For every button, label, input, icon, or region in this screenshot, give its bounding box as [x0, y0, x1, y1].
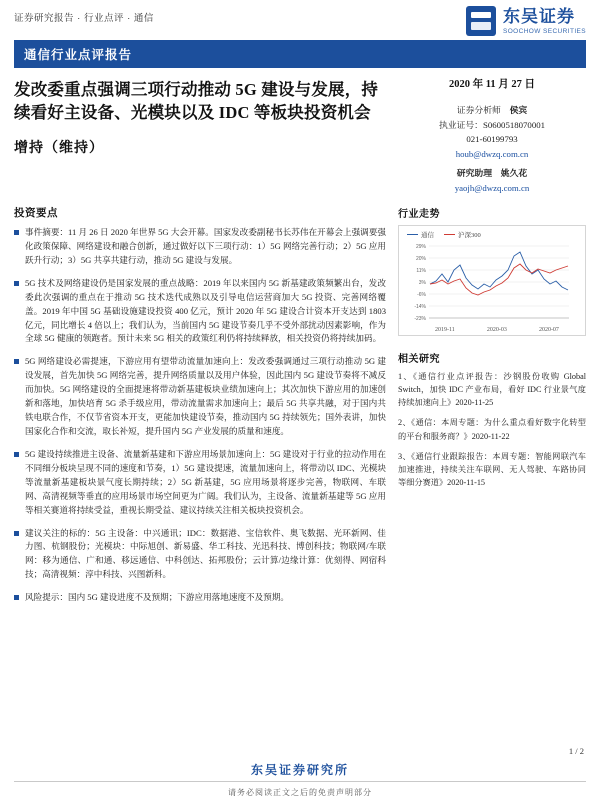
- svg-text:11%: 11%: [416, 268, 426, 274]
- report-category-band: 通信行业点评报告: [14, 40, 586, 68]
- trend-chart-svg: [403, 240, 573, 326]
- title-section: [0, 68, 600, 195]
- analyst-email[interactable]: houb@dwzq.com.cn: [455, 148, 529, 159]
- cert-number: S0600518070001: [482, 119, 546, 130]
- legend-swatch-icon: [407, 234, 418, 235]
- list-item: 建议关注的标的：5G 主设备：中兴通讯；IDC：数据港、宝信软件、奥飞数据、光环新网、佳力图、杭钢股份；光模块：中际旭创、新易盛、华工科技、光迅科技、博创科技；物联网/车联网：移为通信、广和通、移远通信、中科创达、拓邦股份；云计算/边缘计算：优刻得、网宿科技；高清视频：淳中科技、兴图新科。: [14, 527, 386, 583]
- list-item: 5G 网络建设必需提速，下游应用有望带动流量加速向上：发改委强调通过三项行动推动 5G 建设发展，首先加快 5G 网络完善，提升网络质量以及用户体验，因此国内 5G 建设节奏将不减反而加快。5G 网络建设的全面提速将带动新基建板块业绩加速向上；其次加快下游应用的加速创新和落地，加快培育 5G 杀手级应用，带动流量需求加速向上；最后 5G 共享共融，对于国内共铁电联合作，不仅节省资本开支，更能加快建设节奏，推动国内 5G 持续领先；国外表讲，加快国家化合作和交流，取长补短，提升国内 5G 产业发展的质量和速度。: [14, 355, 386, 439]
- analyst-info: [398, 103, 586, 195]
- breadcrumb: 证券研究报告 · 行业点评 · 通信: [14, 13, 154, 24]
- svg-text:20%: 20%: [415, 256, 426, 262]
- sidebar-title-trend: 行业走势: [398, 209, 440, 220]
- page-title: 发改委重点强调三项行动推动 5G 建设与发展，持续看好主设备、光模块以及 IDC 等板块投资机会: [14, 80, 379, 123]
- list-item[interactable]: 3、《通信行业跟踪报告：本周专题：智能网联汽车加速推进，持续关注车联网、无人驾驶、车路协同等细分赛道》2020-11-15: [398, 451, 586, 487]
- rating-badge: 增持（维持）: [14, 140, 104, 156]
- x-tick: 2020-07: [538, 327, 559, 333]
- sidebar: [398, 205, 586, 614]
- report-date: 2020 年 11 月 27 日: [448, 79, 536, 90]
- list-item: 5G 建设持续推进主设备、流量新基建和下游应用场景加速向上：5G 建设对于行业的拉动作用在不同细分板块呈现不同的速度和节奏，1）5G 建设提速，流量加速向上，将带动以 IDC、光模块等流量新基建板块景气度长期持续；2）5G 新基建，5G 应用场景将逐步完善，物联网、车联网、高清视频等垂直的应用场景市场空间更为广阔。我们认为，主设备、流量新基建等 5G 应用等相关赛道将持续受益，重视长期受益、建议持续关注相关板块投资机会。: [14, 448, 386, 518]
- industry-trend-chart: [398, 225, 586, 336]
- legend-label: 沪深300: [458, 232, 481, 239]
- company-logo: [466, 6, 586, 36]
- content-columns: [0, 195, 600, 614]
- main-column: [14, 205, 386, 614]
- analyst-name: 侯宾: [509, 105, 528, 115]
- svg-text:29%: 29%: [415, 244, 426, 250]
- logo-mark-icon: [466, 6, 496, 36]
- assistant-label: 研究助理: [456, 168, 492, 178]
- svg-text:-23%: -23%: [414, 316, 426, 322]
- list-item: 5G 技术及网络建设仍是国家发展的重点战略：2019 年以来国内 5G 新基建政策频繁出台，发改委此次强调的重点在于推动 5G 技术迭代成熟以及引导电信运营商加大 5G 投资、完善网络覆盖。2019 年中国 5G 基础设施建设投资 400 亿元，预计 2020 年 5G 建设合计资本开支达到 1803 亿元，同比增长 4 倍以上；我们认为，当前国内 5G 建设节奏几乎不受外部扰动因素影响，作为全球 5G 健康的领跑者。预计未来 5G 相关的政策红利仍将持续释放，相关投资仍将持续加码。: [14, 277, 386, 347]
- cert-label: 执业证号：: [438, 119, 483, 130]
- brand-name-en: SOOCHOW SECURITIES: [502, 27, 586, 35]
- svg-text:-14%: -14%: [414, 304, 426, 310]
- assistant-label-row: [398, 166, 586, 181]
- legend-swatch-icon: [444, 234, 455, 235]
- sidebar-title-related: 相关研究: [398, 354, 440, 365]
- assistant-name: 姚久花: [500, 168, 528, 178]
- brand-name-cn: 东吴证券: [502, 6, 575, 26]
- legend-item-0: [407, 230, 434, 239]
- related-research-list: [398, 370, 586, 489]
- x-tick: 2019-11: [435, 327, 455, 333]
- list-item: 事件摘要：11 月 26 日 2020 年世界 5G 大会开幕。国家发改委副秘书长苏伟在开幕会上强调要强化政策保障、网络建设和融合创新，通过做好以下三项行动：1）5G 网络完善行动；2）5G 应用跃升行动；3）5G 共享共建行动，推动 5G 建设与发展。: [14, 226, 386, 268]
- footer-disclaimer: 请务必阅读正文之后的免责声明部分: [228, 788, 372, 797]
- list-item[interactable]: 2、《通信：本周专题：为什么重点看好数字化转型的平台和服务商？》2020-11-22: [398, 418, 586, 441]
- analyst-phone: 021-60199793: [466, 134, 518, 144]
- footer-divider: [14, 781, 586, 782]
- section-title-investment-points: 投资要点: [14, 208, 58, 219]
- svg-text:-6%: -6%: [417, 292, 426, 298]
- x-tick: 2020-03: [486, 327, 507, 333]
- footer-brand: 东吴证券研究所: [250, 763, 349, 777]
- chart-legend: [403, 230, 581, 239]
- svg-text:3%: 3%: [418, 280, 426, 286]
- analyst-label: 证券分析师: [456, 105, 501, 115]
- legend-item-1: [444, 230, 481, 239]
- list-item: 风险提示：国内 5G 建设进度不及预期；下游应用落地速度不及预期。: [14, 591, 386, 605]
- list-item[interactable]: 1、《通信行业点评报告：沙钢股份收购 Global Switch，加快 IDC 产业布局，看好 IDC 行业景气度持续加速向上》2020-11-25: [398, 372, 586, 408]
- page-header: [0, 0, 600, 36]
- page-number: 1 / 2: [568, 746, 584, 756]
- chart-x-axis-labels: [403, 326, 581, 333]
- assistant-email[interactable]: yaojh@dwzq.com.cn: [454, 182, 530, 193]
- legend-label: 通信: [421, 232, 434, 239]
